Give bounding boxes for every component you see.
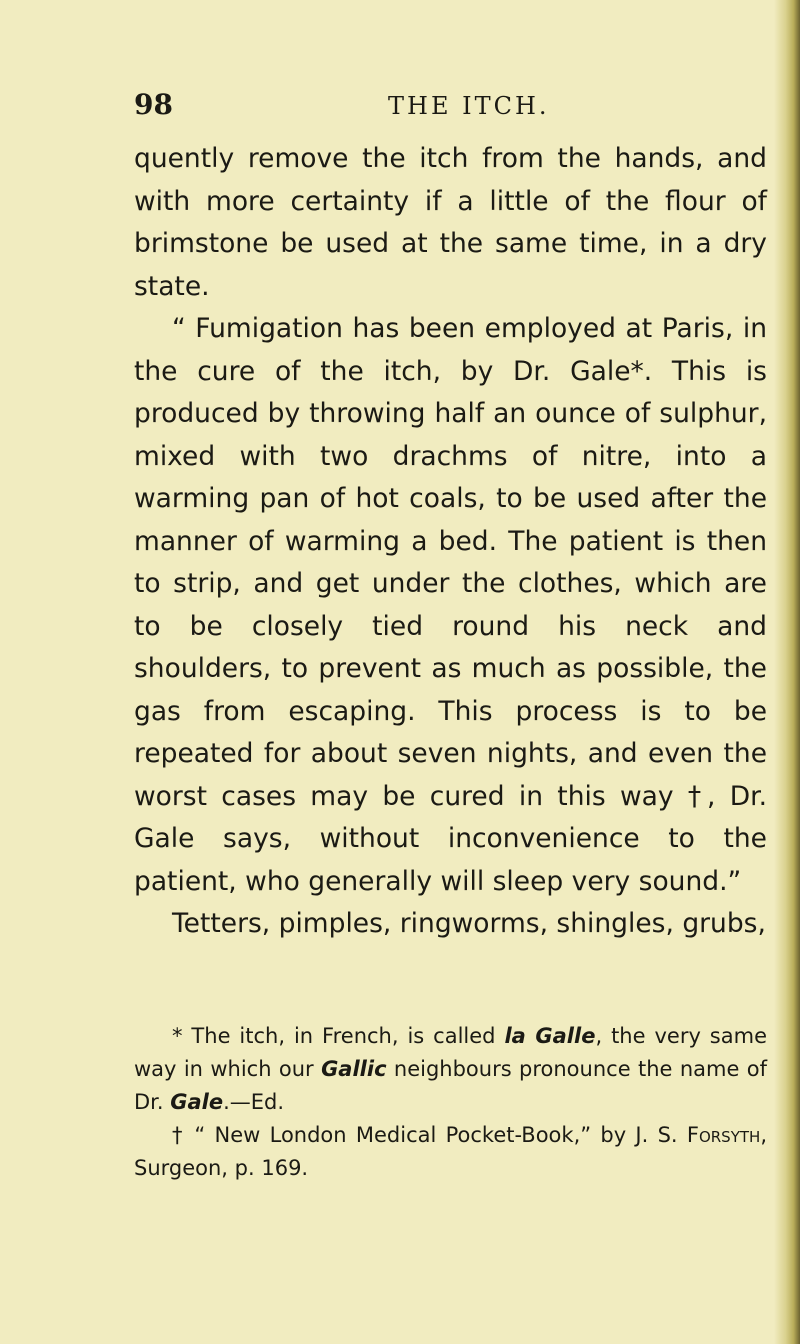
footnote-1-italic-la-galle: la Galle	[504, 1024, 596, 1048]
footnote-2	[134, 1119, 767, 1185]
running-head: THE ITCH.	[388, 92, 550, 120]
footnote-1-italic-gale: Gale	[170, 1090, 224, 1114]
footnote-1-italic-gallic: Gallic	[321, 1057, 387, 1081]
footnote-1-text-b: , the very same way in which our	[134, 1024, 767, 1081]
footnote-1-text-a: * The itch, in French, is called	[172, 1024, 505, 1048]
page-number: 98	[134, 88, 173, 121]
footnote-2-text-a: † “ New London Medical Pocket-Book,” by J. S.	[172, 1123, 687, 1147]
footnote-2-author: Forsyth	[686, 1123, 761, 1147]
page-edge-shadow	[774, 0, 800, 1344]
paragraph-1: quently remove the itch from the hands, and with more certainty if a little of the flour of brimstone be used at the same time, in a dry state.	[134, 143, 767, 302]
page-header	[0, 88, 800, 128]
footnote-1	[134, 1020, 767, 1119]
footnote-2-text-b: , Surgeon, p. 169.	[134, 1123, 767, 1180]
paragraph-2: “ Fumigation has been employed at Paris, in the cure of the itch, by Dr. Gale*. This is produced by throwing half an ounce of sulphur, mixed with two drachms of nitre, into a warming pan of hot coals, to be used after the manner of warming a bed. The patient is then to strip, and get under the clothes, which are to be closely tied round his neck and shoulders, to prevent as much as possible, the gas from escaping. This process is to be repeated for about seven nights, and even the worst cases may be cured in this way †, Dr. Gale says, without inconvenience to the patient, who generally will sleep very sound.”	[134, 313, 767, 897]
body-text	[134, 138, 767, 946]
footnote-1-text-c: neighbours pronounce the name of Dr.	[134, 1057, 767, 1114]
footnotes	[134, 1020, 767, 1185]
footnote-1-text-d: .—Ed.	[223, 1090, 285, 1114]
paragraph-3: Tetters, pimples, ringworms, shingles, grubs,	[172, 908, 766, 939]
